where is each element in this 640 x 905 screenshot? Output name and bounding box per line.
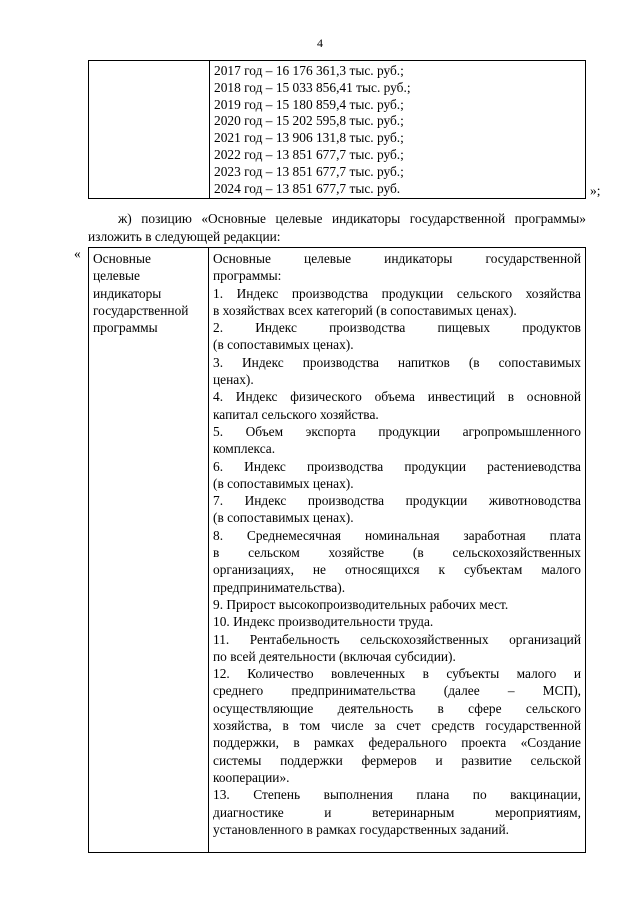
indicator-text-line: поддержки, в рамках федерального проекта «Создание	[213, 735, 581, 751]
instruction-line-1: ж) позицию «Основные целевые индикаторы государственной программы»	[118, 211, 586, 226]
indicator-text-line: в сельском хозяйстве (в сельскохозяйственных	[213, 545, 581, 561]
opening-quote: «	[74, 246, 81, 261]
funding-year-label: 2020 год –	[214, 113, 276, 129]
page-number: 4	[317, 36, 323, 50]
funding-amount: 15 033 856,41	[275, 79, 353, 95]
instruction-paragraph	[88, 210, 586, 245]
funding-unit: тыс. руб.	[346, 180, 401, 196]
indicator-text-line: 10. Индекс производительности труда.	[213, 614, 434, 630]
funding-year-label: 2018 год –	[214, 79, 276, 95]
funding-unit: тыс. руб.;	[352, 79, 411, 95]
indicator-text-line: 4. Индекс физического объема инвестиций в основной	[213, 389, 581, 405]
indicator-text-line: установленного в рамках государственных заданий.	[213, 821, 509, 837]
indicator-text-line: ценах).	[213, 372, 254, 388]
funding-unit: тыс. руб.;	[346, 113, 404, 129]
funding-amount: 13 851 677,7	[275, 146, 347, 162]
indicator-text-line: (в сопоставимых ценах).	[213, 337, 354, 353]
funding-table	[88, 60, 586, 199]
funding-amount: 16 176 361,3	[275, 63, 347, 78]
indicator-text-line: программы:	[213, 268, 282, 284]
indicator-text-line: хозяйства, в том числе за счет средств государственной	[213, 718, 581, 734]
funding-amount: 13 906 131,8	[275, 130, 347, 146]
indicator-heading-line: программы	[93, 320, 158, 336]
indicator-text-line: капитал сельского хозяйства.	[213, 406, 379, 422]
funding-amount: 15 202 595,8	[275, 113, 347, 129]
indicator-text-line: 11. Рентабельность сельскохозяйственных организаций	[213, 631, 581, 647]
indicator-text-line: 9. Прирост высокопроизводительных рабочих мест.	[213, 596, 509, 612]
indicator-text-line: диагностике и ветеринарным мероприятиям,	[213, 804, 581, 820]
indicator-text-line: предпринимательства).	[213, 579, 346, 595]
indicator-text-line: комплекса.	[213, 441, 276, 457]
indicator-text-line: системы поддержки фермеров и развитие сельской	[213, 752, 581, 768]
indicator-text-line: осуществляющие деятельность в сфере сельского	[213, 700, 581, 716]
indicator-text-line: по всей деятельности (включая субсидии).	[213, 648, 456, 664]
indicator-heading-line: индикаторы	[93, 285, 162, 301]
indicator-heading-line: государственной	[93, 302, 189, 318]
funding-unit: тыс. руб.;	[346, 96, 404, 112]
funding-line	[214, 113, 581, 130]
indicator-text-line: организациях, не относящихся к субъектам малого	[213, 562, 581, 578]
instruction-line-2: изложить в следующей редакции:	[88, 228, 281, 244]
funding-table-left-cell	[89, 61, 210, 198]
funding-unit: тыс. руб.;	[346, 63, 404, 78]
indicator-text-line: кооперации».	[213, 769, 290, 785]
funding-line	[214, 97, 581, 114]
indicators-table-right-cell	[209, 248, 585, 852]
indicator-text-line: 1. Индекс производства продукции сельского хозяйства	[213, 285, 581, 301]
funding-line	[214, 80, 581, 97]
funding-year-label: 2021 год –	[214, 130, 276, 146]
indicator-text-line: 3. Индекс производства напитков (в сопоставимых	[213, 354, 581, 370]
indicators-table	[88, 247, 586, 853]
funding-year-label: 2017 год –	[214, 63, 276, 78]
funding-unit: тыс. руб.;	[346, 163, 404, 179]
funding-amount: 13 851 677,7	[275, 163, 347, 179]
indicator-text-line: 5. Объем экспорта продукции агропромышленного	[213, 423, 581, 439]
indicator-text-line: 13. Степень выполнения плана по вакцинации,	[213, 787, 581, 803]
funding-amount: 15 180 859,4	[275, 96, 347, 112]
funding-line	[214, 63, 581, 80]
indicator-text-line: 7. Индекс производства продукции животноводства	[213, 493, 581, 509]
funding-line	[214, 147, 581, 164]
indicator-heading-line: Основные	[93, 251, 151, 266]
funding-amount: 13 851 677,7	[275, 180, 347, 196]
funding-table-right-cell	[210, 61, 585, 198]
indicators-table-left-cell	[89, 248, 209, 852]
funding-year-label: 2023 год –	[214, 163, 276, 179]
funding-unit: тыс. руб.;	[346, 146, 404, 162]
funding-line	[214, 164, 581, 181]
indicator-text-line: (в сопоставимых ценах).	[213, 475, 354, 491]
indicator-heading-line: целевые	[93, 268, 140, 284]
indicator-text-line: 2. Индекс производства пищевых продуктов	[213, 320, 581, 336]
indicator-text-line: (в сопоставимых ценах).	[213, 510, 354, 526]
indicator-text-line: 8. Среднемесячная номинальная заработная плата	[213, 527, 581, 543]
indicator-text-line: 12. Количество вовлеченных в субъекты малого и	[213, 666, 581, 682]
indicator-text-line: Основные целевые индикаторы государственной	[213, 251, 581, 266]
indicator-text-line: в хозяйствах всех категорий (в сопоставимых ценах).	[213, 302, 517, 318]
funding-year-label: 2022 год –	[214, 146, 276, 162]
funding-year-label: 2019 год –	[214, 96, 276, 112]
indicator-text-line: среднего предпринимательства (далее – МСП),	[213, 683, 581, 699]
funding-line	[214, 130, 581, 147]
funding-year-label: 2024 год –	[214, 180, 276, 196]
closing-quote: »;	[590, 183, 601, 198]
funding-line	[214, 181, 581, 198]
indicator-text-line: 6. Индекс производства продукции растениеводства	[213, 458, 581, 474]
funding-unit: тыс. руб.;	[346, 130, 404, 146]
